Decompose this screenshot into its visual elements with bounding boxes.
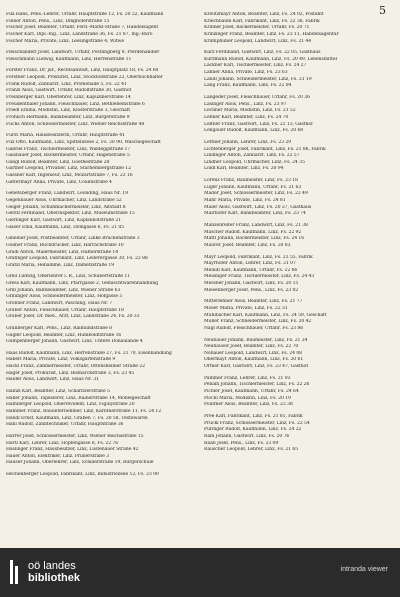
directory-entry: Fuchs Anton, Schlossermeister, Linz, Wiener Reichsstraße 48 xyxy=(6,121,145,127)
directory-entry: Mayr Leopold, Fabrikant, Linz, Fs. 23 55, Fabrik xyxy=(204,254,313,260)
directory-entry: Pree Karl, Fabrikant, Linz, Fs. 21 81, Fabrik xyxy=(204,413,303,419)
directory-entry: Peham Johann, Tischlermeister, Linz, Fs. 22 26 xyxy=(204,382,310,388)
directory-entry: Hartl Karl, Lehrer, Linz, Hopfengasse 8, Fs. 22 76 xyxy=(6,440,119,446)
directory-entry: Haider Alois, Landwirt, Linz, Haus Nr. 31 xyxy=(6,377,99,383)
directory-entry: Finner Anton, Pens., Linz, Dinghoferstraße 15 xyxy=(6,18,110,24)
directory-entry: Rauscher Leopold, Lehrer, Linz, Fs. 21 65 xyxy=(204,447,299,453)
directory-entry: Mairhofer Karl, Bankbeamter, Linz, Fs. 23 74 xyxy=(204,211,306,217)
directory-entry: Gruber Josef, Dr. med., Arzt, Linz, Landstraße 24, Fs. 20 33 xyxy=(6,314,140,320)
directory-entry: Lahner Anna, Private, Linz, Fs. 23 63 xyxy=(204,70,288,76)
directory-entry: Messner Johann, Gastwirt, Linz, Fs. 20 15 xyxy=(204,281,299,287)
directory-entry: Lichtenberger Josef, Fabrikant, Linz, Fs. 21 86, Fabrik xyxy=(204,146,326,152)
directory-entry: Mitterlehner Alois, Beamter, Linz, Fs. 21 77 xyxy=(204,299,303,305)
directory-entry: Pammer Franz, Lehrer, Linz, Fs. 21 93 xyxy=(204,375,291,381)
directory-entry: Hanl Rudolf, Zahntechniker, Urfahr, Hauptstraße 36 xyxy=(6,422,124,428)
directory-entry: Forstner Leopold, Prokurist, Linz, Stockhofstraße 22, Oberbuchhalter xyxy=(6,75,163,81)
directory-entry: Gröbner Franz, Landwirt, Pasching, Haus Nr. 7 xyxy=(6,300,113,306)
directory-entry: Greil Ludwig, Oberlehrer i. R., Linz, Schubertstraße 11 xyxy=(6,274,131,280)
directory-entry: Fischer Karl, Dipl.-Ing., Linz, Landstraße 36, Fs. 21 87, Ing.-Büro xyxy=(6,31,153,37)
directory-entry: Nagl Rudolf, Fleischhauer, Urfahr, Fs. 23 86 xyxy=(204,325,304,331)
directory-entry: Hager Josef, Prokurist, Linz, Bismarckstraße 3, Fs. 23 45 xyxy=(6,370,135,376)
directory-entry: Mader Josef, Schlossermeister, Linz, Fs. 22 49 xyxy=(204,191,308,197)
directory-entry: Fila Hans, Pens.-Lehrer, Urfahr, Hauptstraße 12, Fs. 20 22, Kaufmann xyxy=(6,12,164,17)
directory-entry: Gierlinger Karl, Gastwirt, Linz, Kaplanhofstraße 21 xyxy=(6,217,122,223)
directory-entry: Kurzmann Rudolf, Kaufmann, Linz, Fs. 20 49, Lebensmittel xyxy=(204,56,337,62)
directory-entry: Hechenberger Leopold, Fabrikant, Linz, Industriezeile 12, Fs. 23 90 xyxy=(6,472,159,478)
directory-entry: Maier Alois, Gastwirt, Linz, Fs. 20 27, Gasthaus xyxy=(204,204,312,210)
viewer-footer xyxy=(0,548,400,597)
directory-entry: Lehner Karl, Beamter, Linz, Fs. 24 70 xyxy=(204,114,289,120)
directory-entry: Fürst Maria, Hausbesitzerin, Urfahr, Hauptstraße 41 xyxy=(6,133,125,139)
directory-entry: Gaisbauer Josef, Bäckermeister, Urfahr, Hagenstraße 5 xyxy=(6,153,130,159)
directory-entry: Gratzl Maria, Hebamme, Linz, Dametzstraße 19 xyxy=(6,262,115,268)
directory-entry: Franzl Alois, Gastwirt, Urfahr, Rudolfstraße 30, Gasthof xyxy=(6,88,132,94)
viewer-label[interactable]: intranda viewer xyxy=(340,566,388,573)
directory-entry: Mahr Maria, Private, Linz, Fs. 24 81 xyxy=(204,198,286,204)
directory-entry: Pointner Alois, Beamter, Linz, Fs. 23 38 xyxy=(204,402,293,408)
directory-entry: Rabl Johann, Gastwirt, Linz, Fs. 20 76 xyxy=(204,433,290,439)
directory-entry: Freinberger Karl, Oberlehrer, Linz, Kapuzinerstraße 14 xyxy=(6,95,131,101)
directory-entry: Lang Franz, Kaufmann, Linz, Fs. 22 84 xyxy=(204,83,292,89)
directory-entry: Leitner Franz, Gastwirt, Linz, Fs. 22 13, Gasthof xyxy=(204,121,313,127)
directory-entry: Hackl Franz, Zimmermeister, Urfahr, Ottensheimer Straße 22 xyxy=(6,364,145,370)
directory-entry: Gebetsberger Franz, Landwirt, Leonding, Haus Nr. 19 xyxy=(6,191,128,197)
directory-entry: Miesenberger Josef, Pens., Linz, Fs. 23 02 xyxy=(204,287,299,293)
directory-entry: Pichler Josef, Kaufmann, Urfahr, Fs. 24 64 xyxy=(204,389,299,395)
directory-entry: Mühlbacher Karl, Kaufmann, Linz, Fs. 24 59, Geschäft xyxy=(204,312,327,318)
directory-entry: Neubauer Johann, Baumeister, Linz, Fs. 21 24 xyxy=(204,337,308,343)
directory-entry: Hammer Franz, Bauunternehmer, Linz, Kärntnerstraße 11, Fs. 24 12 xyxy=(6,408,162,414)
directory-entry: Krinzinger Franz, Beamter, Linz, Fs. 23 11, Handelsagentur xyxy=(204,31,339,37)
directory-entry: Püringer Rudolf, Kaufmann, Linz, Fs. 24 22 xyxy=(204,427,302,433)
logo-line-2: bibliothek xyxy=(28,572,80,584)
directory-entry: Gattermayr Anna, Private, Linz, Coulinstraße 4 xyxy=(6,179,112,185)
directory-entry: Prückl Franz, Schlossermeister, Linz, Fs. 22 54 xyxy=(204,420,310,426)
directory-entry: Glaser Emil, Kaufmann, Linz, Domgasse 6, Fs. 21 05 xyxy=(6,224,124,230)
left-column xyxy=(6,12,192,479)
directory-entry: Kriechbaum Karl, Fabrikant, Linz, Fs. 22 38, Fabrik xyxy=(204,18,320,24)
directory-entry: Mayrhofer Anton, Lehrer, Linz, Fs. 21 07 xyxy=(204,261,296,267)
directory-entry: Gabriel Franz, Tischlermeister, Linz, Waldeggstraße 17 xyxy=(6,146,131,152)
directory-entry: Haas Rudolf, Kaufmann, Linz, Herrenstraße 27, Fs. 21 70, Eisenhandlung xyxy=(6,350,172,356)
directory-entry: Moser Maria, Private, Linz, Fs. 22 31 xyxy=(204,305,288,311)
directory-entry: Gartner Leopold, Privatier, Linz, Starhembergstraße 12 xyxy=(6,166,131,172)
directory-entry: Neuhauser Josef, Beamter, Linz, Fs. 22 70 xyxy=(204,344,299,350)
directory-entry: Haberl Maria, Private, Linz, Volksgartenstraße 9 xyxy=(6,357,116,363)
directory-entry: Lechner Maria, Modistin, Linz, Fs. 21 52 xyxy=(204,108,296,114)
directory-entry: Gangl Rudolf, Beamter, Linz, Goethestraße 28 xyxy=(6,159,110,165)
directory-entry: Grafinger Leopold, Fabrikant, Linz, Lederergasse 30, Fs. 22 88 xyxy=(6,256,148,262)
directory-entry: Landl Johann, Schneidermeister, Linz, Fs. 21 19 xyxy=(204,76,312,82)
directory-entry: Friedl Emma, Modistin, Linz, Klosterstraße 3, Geschäft xyxy=(6,108,131,114)
directory-entry: Raab Josef, Pens., Linz, Fs. 23 09 xyxy=(204,440,279,446)
directory-entry: Gegenbauer Alois, Uhrmacher, Linz, Landstraße 52 xyxy=(6,198,122,204)
page-number: 5 xyxy=(379,4,386,17)
directory-entry: Fröhlich Hermann, Bankbeamter, Linz, Bürgerstraße 9 xyxy=(6,114,130,120)
directory-entry: Plöchl Maria, Modistin, Linz, Fs. 20 19 xyxy=(204,395,291,401)
directory-entry: Maurer Josef, Beamter, Linz, Fs. 20 83 xyxy=(204,242,291,248)
directory-entry: Gumpenberger Johann, Gastwirt, Linz, Untere Donaulände 4 xyxy=(6,339,143,345)
directory-entry: Gollner Franz, Buchdrucker, Linz, Harrachstraße 10 xyxy=(6,242,124,248)
directory-entry: Mattl Johann, Bäckermeister, Linz, Fs. 24 16 xyxy=(204,236,305,242)
directory-entry: Gugler Leopold, Beamter, Linz, Humboldtstraße 16 xyxy=(6,332,122,338)
directory-entry: Gerstl Ferdinand, Oberinspektor, Linz, Museumstraße 15 xyxy=(6,211,135,217)
directory-entry: Fleischmann Ludwig, Kaufmann, Linz, Herrenstraße 11 xyxy=(6,56,132,62)
directory-entry: Grininger Alois, Schneidermeister, Linz, Hofgasse 5 xyxy=(6,294,123,300)
directory-entry: Loidl Karl, Beamter, Linz, Fs. 20 94 xyxy=(204,166,284,172)
directory-entry: Fleischanderl Josef, Landwirt, Urfahr, Pöstlingberg 9, Pferdehändler xyxy=(6,50,160,56)
directory-entry: Kurz Ferdinand, Gastwirt, Linz, Fs. 22 05, Gasthaus xyxy=(204,50,321,56)
directory-entry: Fux Otto, Kaufmann, Linz, Spittelwiese 2, Fs. 20 90, Wäschegeschäft xyxy=(6,139,161,145)
directory-entry: Ortner Karl, Gastwirt, Linz, Fs. 23 47, Gasthof xyxy=(204,364,308,370)
directory-entry: Lorenz Franz, Baumeister, Linz, Fs. 23 18 xyxy=(204,178,298,184)
directory-entry: Krumphuber Leopold, Landwirt, Linz, Fs. 21 44 xyxy=(204,38,312,44)
directory-entry: Geiger Johann, Schuhmachermeister, Linz, Altstadt 8 xyxy=(6,204,126,210)
directory-entry: Gmeiner Josef, Postbeamter, Urfahr, Linke Brückenstraße 3 xyxy=(6,236,140,242)
directory-entry: Lasinger Alois, Pens., Linz, Fs. 23 97 xyxy=(204,101,287,107)
directory-entry: Manzenreiter Franz, Landwirt, Linz, Fs. 21 38 xyxy=(204,222,308,228)
directory-entry: Hauser Johann, Oberlehrer, Linz, Schillerstraße 19, Bürgerschule xyxy=(6,460,154,466)
directory-entry: Lettner Johann, Lehrer, Linz, Fs. 23 29 xyxy=(204,139,292,145)
directory-entry: Obermayr Anton, Kaufmann, Linz, Fs. 20 61 xyxy=(204,357,304,363)
logo-line-1: oö landes xyxy=(28,560,76,572)
directory-entry: Haslinger Franz, Hausbesitzer, Linz, Lustenauer Straße 42 xyxy=(6,447,139,453)
directory-entry: Hauer Anton, Elektriker, Linz, Prunerstraße 3 xyxy=(6,453,109,459)
directory-entry: Fischer Josef, Beamter, Urfahr, Ferd.-Markl-Straße 7, Handelsagent xyxy=(6,25,159,31)
directory-entry: Gradl Anton, Malermeister, Linz, Hafnerstraße 14 xyxy=(6,249,119,255)
directory-entry: Lindinger Anton, Zahnarzt, Linz, Fs. 22 57 xyxy=(204,153,300,159)
directory-entry: Handl Ernst, Kaufmann, Linz, Graben 7, Fs. 20 58, Textilwaren xyxy=(6,415,148,421)
library-logo-icon xyxy=(10,560,22,584)
directory-entry: Lindner Leopold, Uhrmacher, Linz, Fs. 24 35 xyxy=(204,159,305,165)
directory-entry: Langeder Josef, Fleischhauer, Urfahr, Fs. 20 36 xyxy=(204,95,310,101)
directory-entry: Forster Franz, Dr. jur., Rechtsanwalt, Linz, Hauptplatz 18, Fs. 24 60 xyxy=(6,68,159,74)
directory-entry: Gruber Anton, Fleischhauer, Urfahr, Hauptstraße 18 xyxy=(6,307,124,313)
directory-entry: Gress Karl, Kaufmann, Linz, Pfarrgasse 2, Gemischtwarenhandlung xyxy=(6,281,159,287)
directory-entry: Grünberger Karl, Pens., Linz, Raimundstraße 8 xyxy=(6,325,112,331)
directory-entry: Kreutzmayr Anton, Beamter, Linz, Fs. 24 02, Postamt xyxy=(204,12,324,17)
directory-entry: Fischer Maria, Private, Linz, Lessingstraße 4, Witwe xyxy=(6,38,124,44)
directory-entry: Freudenthaler Johann, Fleischhauer, Linz, Bethlehemstraße 6 xyxy=(6,101,145,107)
directory-entry: Müller Franz, Schneidermeister, Linz, Fs. 20 42 xyxy=(204,319,312,325)
directory-entry: Haller Johann, Tapezierer, Linz, Rainerstraße 14, Möbelgeschäft xyxy=(6,395,151,401)
directory-entry: Lackner Karl, Tischlermeister, Linz, Fs. 24 27 xyxy=(204,63,307,69)
directory-entry: Gassner Karl, Ingenieur, Linz, Mozartstraße 7, Fs. 23 16 xyxy=(6,173,133,179)
library-logo-text xyxy=(28,560,80,584)
directory-entry: Grill Johann, Bahnbeamter, Linz, Wiener Straße 63 xyxy=(6,287,121,293)
directory-entry: Hamberger Leopold, Oberrevident, Linz, Figulystraße 20 xyxy=(6,402,135,408)
directory-entry: Krinner Josef, Bäckermeister, Urfahr, Fs. 20 71 xyxy=(204,25,310,31)
directory-entry: Harrer Josef, Schlossermeister, Linz, Wiener Reichsstraße 15 xyxy=(6,433,144,439)
directory-entry: Lengauer Rudolf, Kaufmann, Linz, Fs. 20 68 xyxy=(204,128,304,134)
directory-entry: Hainzl Karl, Beamter, Linz, Scharitzerstraße 5 xyxy=(6,389,110,395)
directory-entry: Nöbauer Leopold, Landwirt, Linz, Fs. 24 08 xyxy=(204,350,302,356)
directory-entry: Meisinger Franz, Tischlermeister, Linz, Fs. 24 43 xyxy=(204,274,315,280)
library-logo[interactable] xyxy=(10,560,80,584)
right-column xyxy=(204,12,390,454)
directory-entry: Mascher Rudolf, Kaufmann, Linz, Fs. 22 92 xyxy=(204,229,302,235)
directory-entry: Meindl Karl, Kaufmann, Urfahr, Fs. 22 66 xyxy=(204,267,298,273)
directory-entry: Frank Rudolf, Zahnarzt, Linz, Promenade 5, Fs. 22 41 xyxy=(6,81,127,87)
directory-entry: Luger Johann, Kaufmann, Urfahr, Fs. 21 63 xyxy=(204,184,302,190)
